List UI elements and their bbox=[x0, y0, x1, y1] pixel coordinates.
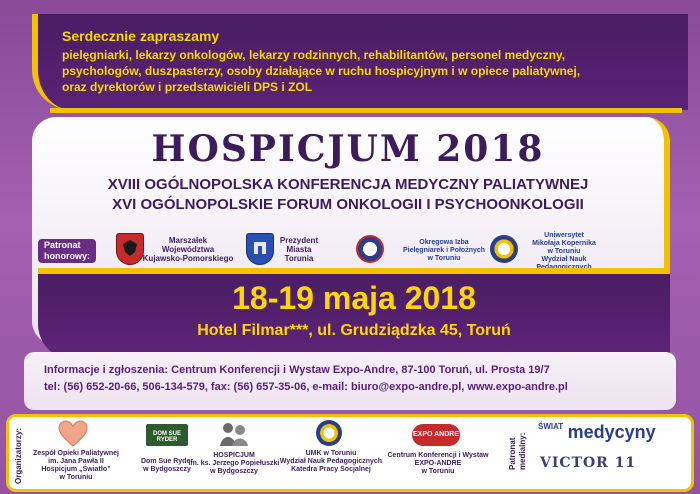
patronage-label bbox=[38, 239, 96, 263]
organizer-hospice-swiatlo-label: Zespół Opieki Paliatywnej im. Jana Pawła II Hospicjum „Światło” w Toruniu bbox=[33, 450, 119, 481]
swiat-medycyny-big-word: medycyny bbox=[567, 422, 656, 442]
date-band-stripe bbox=[38, 268, 670, 274]
umk-organizer-logo-icon bbox=[316, 420, 342, 446]
victor-logo-word: VICTOR 11 bbox=[540, 455, 637, 471]
media-patronage-label-line1: Patronat bbox=[508, 437, 517, 470]
sue-ryder-logo-icon: DOM SUE RYDER bbox=[146, 424, 188, 446]
invitation-line-1: pielęgniarki, lekarzy onkologów, lekarzy rodzinnych, rehabilitantów, personel medyczny, bbox=[62, 48, 566, 62]
victor-logo bbox=[540, 454, 680, 478]
heart-logo-icon bbox=[58, 420, 88, 448]
media-patronage-label-line2: medialny: bbox=[518, 432, 527, 470]
hospice-popieluszko-logo-icon bbox=[216, 420, 252, 448]
swiat-medycyny-logo bbox=[538, 422, 678, 446]
nursing-chamber-logo-icon bbox=[356, 235, 384, 263]
organizers-label: Organizatorzy: bbox=[14, 427, 23, 484]
organizer-expo-andre-label: Centrum Konferencji i Wystaw EXPO-ANDRE w Toruniu bbox=[387, 452, 489, 475]
torun-crest-icon bbox=[246, 233, 274, 265]
event-subtitle-1: XVIII OGÓLNOPOLSKA KONFERENCJA MEDYCZNY PALIATYWNEJ bbox=[107, 176, 589, 193]
swiat-medycyny-small-word: ŚWIAT bbox=[538, 422, 564, 431]
organizer-umk-label: UMK w Toruniu Wydział Nauk Pedagogicznych Katedra Pracy Socjalnej bbox=[279, 450, 383, 473]
patron-nursing-chamber-label: Okręgowa Izba Pielęgniarek i Położnych w Toruniu bbox=[402, 239, 486, 262]
invitation-line-2: psychologów, duszpasterzy, osoby działające w ruchu hospicyjnym i w opiece paliatywnej, bbox=[62, 64, 581, 78]
expo-andre-logo-icon: EXPO ANDRE bbox=[412, 424, 460, 446]
patronage-label-line1: Patronat bbox=[44, 240, 81, 250]
invitation-band-stripe bbox=[50, 108, 682, 113]
event-venue: Hotel Filmar***, ul. Grudziądzka 45, Toruń bbox=[197, 322, 511, 339]
invitation-line-3: oraz dyrektorów i przedstawicieli DPS i ZOL bbox=[62, 80, 313, 94]
organizer-sue-ryder-label: Dom Sue Ryder w Bydgoszczy bbox=[140, 458, 194, 473]
info-line-2: tel: (56) 652-20-66, 506-134-579, fax: (56) 657-35-06, e-mail: biuro@expo-andre.pl, www.expo-andre.pl bbox=[44, 381, 568, 393]
voivodeship-crest-icon bbox=[116, 233, 144, 265]
event-title: HOSPICJUM 2018 bbox=[151, 128, 545, 170]
event-subtitle-2: XVI OGÓLNOPOLSKIE FORUM ONKOLOGII I PSYCHOONKOLOGII bbox=[112, 196, 584, 213]
patron-umk-label: Uniwersytet Mikołaja Kopernika w Toruniu Wydział Nauk bbox=[532, 232, 596, 263]
info-line-1: Informacje i zgłoszenia: Centrum Konferencji i Wystaw Expo-Andre, 87-100 Toruń, ul. Prosta 19/7 bbox=[44, 364, 550, 376]
patron-mayor-label: Prezydent Miasta Torunia bbox=[279, 236, 319, 263]
patronage-label-line2: honorowy: bbox=[44, 251, 90, 261]
event-date: 18-19 maja 2018 bbox=[232, 280, 476, 316]
organizer-hospicjum-label: HOSPICJUM im. ks. Jerzego Popiełuszki w Bydgoszczy bbox=[188, 452, 280, 475]
patron-voivodeship-label: Marszałek Województwa Kujawsko-Pomorskiego bbox=[142, 236, 234, 263]
umk-logo-icon bbox=[490, 235, 518, 263]
invitation-title: Serdecznie zapraszamy bbox=[62, 28, 220, 44]
